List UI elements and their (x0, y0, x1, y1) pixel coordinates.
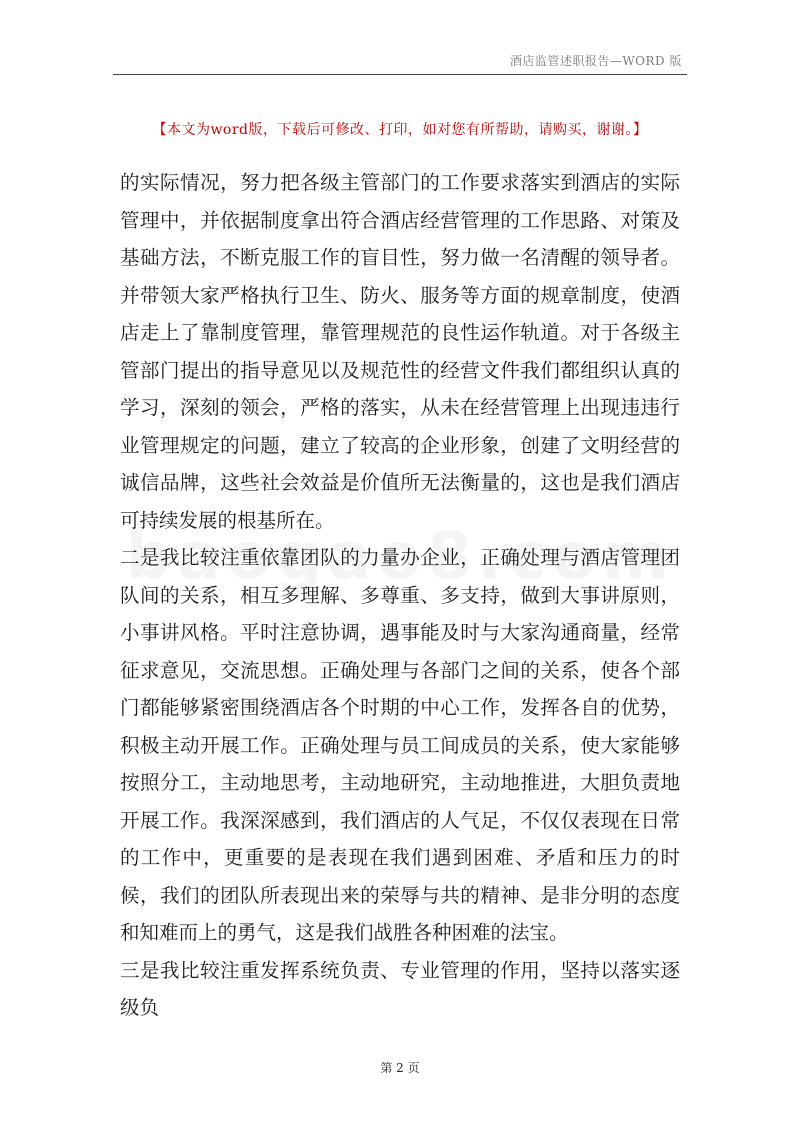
download-notice: 【本文为word版，下载后可修改、打印，如对您有所帮助，请购买，谢谢。】 (152, 122, 648, 138)
document-body (120, 164, 680, 1027)
document-header-title: 酒店监管述职报告—WORD 版 (509, 54, 682, 68)
paragraph: 三是我比较注重发挥系统负责、专业管理的作用，坚持以落实逐级负 (120, 958, 680, 1019)
header-divider (113, 74, 687, 75)
page-number: 第 2 页 (380, 1061, 420, 1075)
paragraph: 的实际情况，努力把各级主管部门的工作要求落实到酒店的实际管理中，并依据制度拿出符合酒店经营管理的工作思路、对策及基础方法，不断克服工作的盲目性，努力做一名清醒的领导者。并带领大家严格执行卫生、防火、服务等方面的规章制度，使酒店走上了靠制度管理，靠管理规范的良性运作轨道。对于各级主管部门提出的指导意见以及规范性的经营文件我们都组织认真的学习，深刻的领会，严格的落实，从未在经营管理上出现违违行业管理规定的问题，建立了较高的企业形象，创建了文明经营的诚信品牌，这些社会效益是价值所无法衡量的，这也是我们酒店可持续发展的根基所在。 (120, 171, 680, 532)
paragraph: 二是我比较注重依靠团队的力量办企业，正确处理与酒店管理团队间的关系，相互多理解、多尊重、多支持，做到大事讲原则，小事讲风格。平时注意协调，遇事能及时与大家沟通商量，经常征求意见，交流思想。正确处理与各部门之间的关系，使各个部门都能够紧密围绕酒店各个时期的中心工作，发挥各自的优势，积极主动开展工作。正确处理与员工间成员的关系，使大家能够按照分工，主动地思考，主动地研究，主动地推进，大胆负责地开展工作。我深深感到，我们酒店的人气足，不仅仅表现在日常的工作中，更重要的是表现在我们遇到困难、矛盾和压力的时候，我们的团队所表现出来的荣辱与共的精神、是非分明的态度和知难而上的勇气，这是我们战胜各种困难的法宝。 (120, 546, 680, 944)
